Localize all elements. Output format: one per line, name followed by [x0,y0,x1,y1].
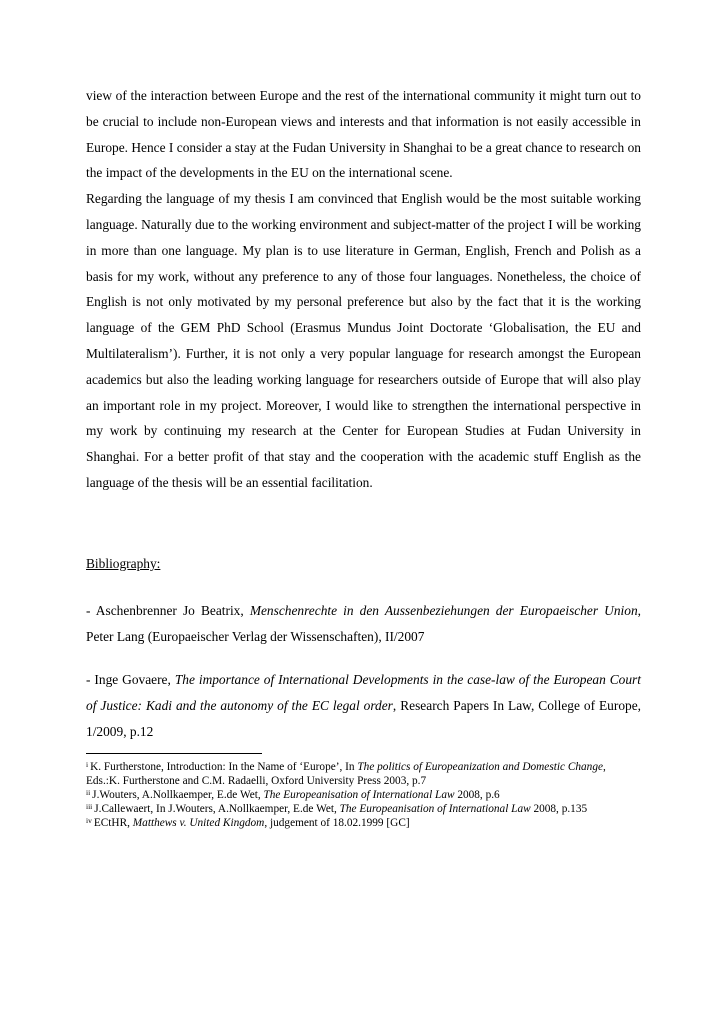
bib-entry-author: - Inge Govaere, [86,672,175,688]
footnote-text: J.Callewaert, In J.Wouters, A.Nollkaemper, E.de Wet, [94,802,340,815]
body-paragraph-1: view of the interaction between Europe and the rest of the international community it might turn out to be crucial to include non-European views and interests and that information is not easily accessible in Europe. Hence I consider a stay at the Fudan University in Shanghai to be a great chance to research on the impact of the developments in the EU on the international scene. [86,88,641,181]
footnote-marker: i [86,759,89,769]
footnote-separator [86,753,262,754]
footnote-marker: ii [86,787,91,797]
footnote-text: , judgement of 18.02.1999 [GC] [264,816,410,829]
footnote [86,802,641,816]
bib-entry-publisher: , Research Papers In Law, College of Europe, 1/2009, p.12 [86,698,642,739]
bib-entry-title: The importance of International Developments in the case-law of the European Court of Justice: Kadi and the autonomy of the EC legal order [86,672,641,714]
bib-entry-publisher: , Peter Lang (Europaeischer Verlag der Wissenschaften), II/2007 [86,602,642,644]
footnote-text: J.Wouters, A.Nollkaemper, E.de Wet, [92,788,264,801]
footnote-text: 2008, p.135 [530,802,588,815]
footnote-text: ECtHR, [93,816,133,829]
bib-entry-author: - Aschenbrenner Jo Beatrix, [86,602,250,618]
footnote [86,760,641,788]
footnote-title: The politics of Europeanization and Domestic Change [357,760,603,773]
bibliography-heading: Bibliography: [86,555,161,571]
bibliography-entry [86,598,641,650]
bib-entry-title: Menschenrechte in den Aussenbeziehungen der Europaeischer Union [249,602,638,618]
footnote [86,816,641,830]
body-paragraph-2: Regarding the language of my thesis I am convinced that English would be the most suitable working language. Naturally due to the working environment and subject-matter of the project I will be working in more than one language. My plan is to use literature in German, English, French and Polish as a basis for my work, without any preference to any of those four languages. Nonetheless, the choice of English is not only motivated by my personal preference but also by the fact that it is the working language of the GEM PhD School (Erasmus Mundus Joint Doctorate ‘Globalisation, the EU and Multilateralism’). Further, it is not only a very popular language for research amongst the European academics but also the leading working language for researchers outside of Europe that will also play an important role in my project. Moreover, I would like to strengthen the international perspective in my work by continuing my research at the Center for European Studies at Fudan University in Shanghai. For a better profit of that stay and the cooperation with the academic stuff English as the language of the thesis will be an essential facilitation. [86,191,641,490]
footnote-marker: iii [86,801,93,811]
footnote-title: Matthews v. United Kingdom [132,816,265,829]
footnote-text: K. Furtherstone, Introduction: In the Name of ‘Europe’, In [90,760,358,773]
footnote-text: 2008, p.6 [454,788,500,801]
footnote-title: The Europeanisation of International Law [263,788,455,801]
footnote-title: The Europeanisation of International Law [339,802,531,815]
footnote [86,788,641,802]
footnote-text: , Eds.:K. Furtherstone and C.M. Radaelli, Oxford University Press 2003, p.7 [86,760,606,787]
bibliography-entry [86,667,641,744]
footnote-marker: iv [86,815,92,825]
